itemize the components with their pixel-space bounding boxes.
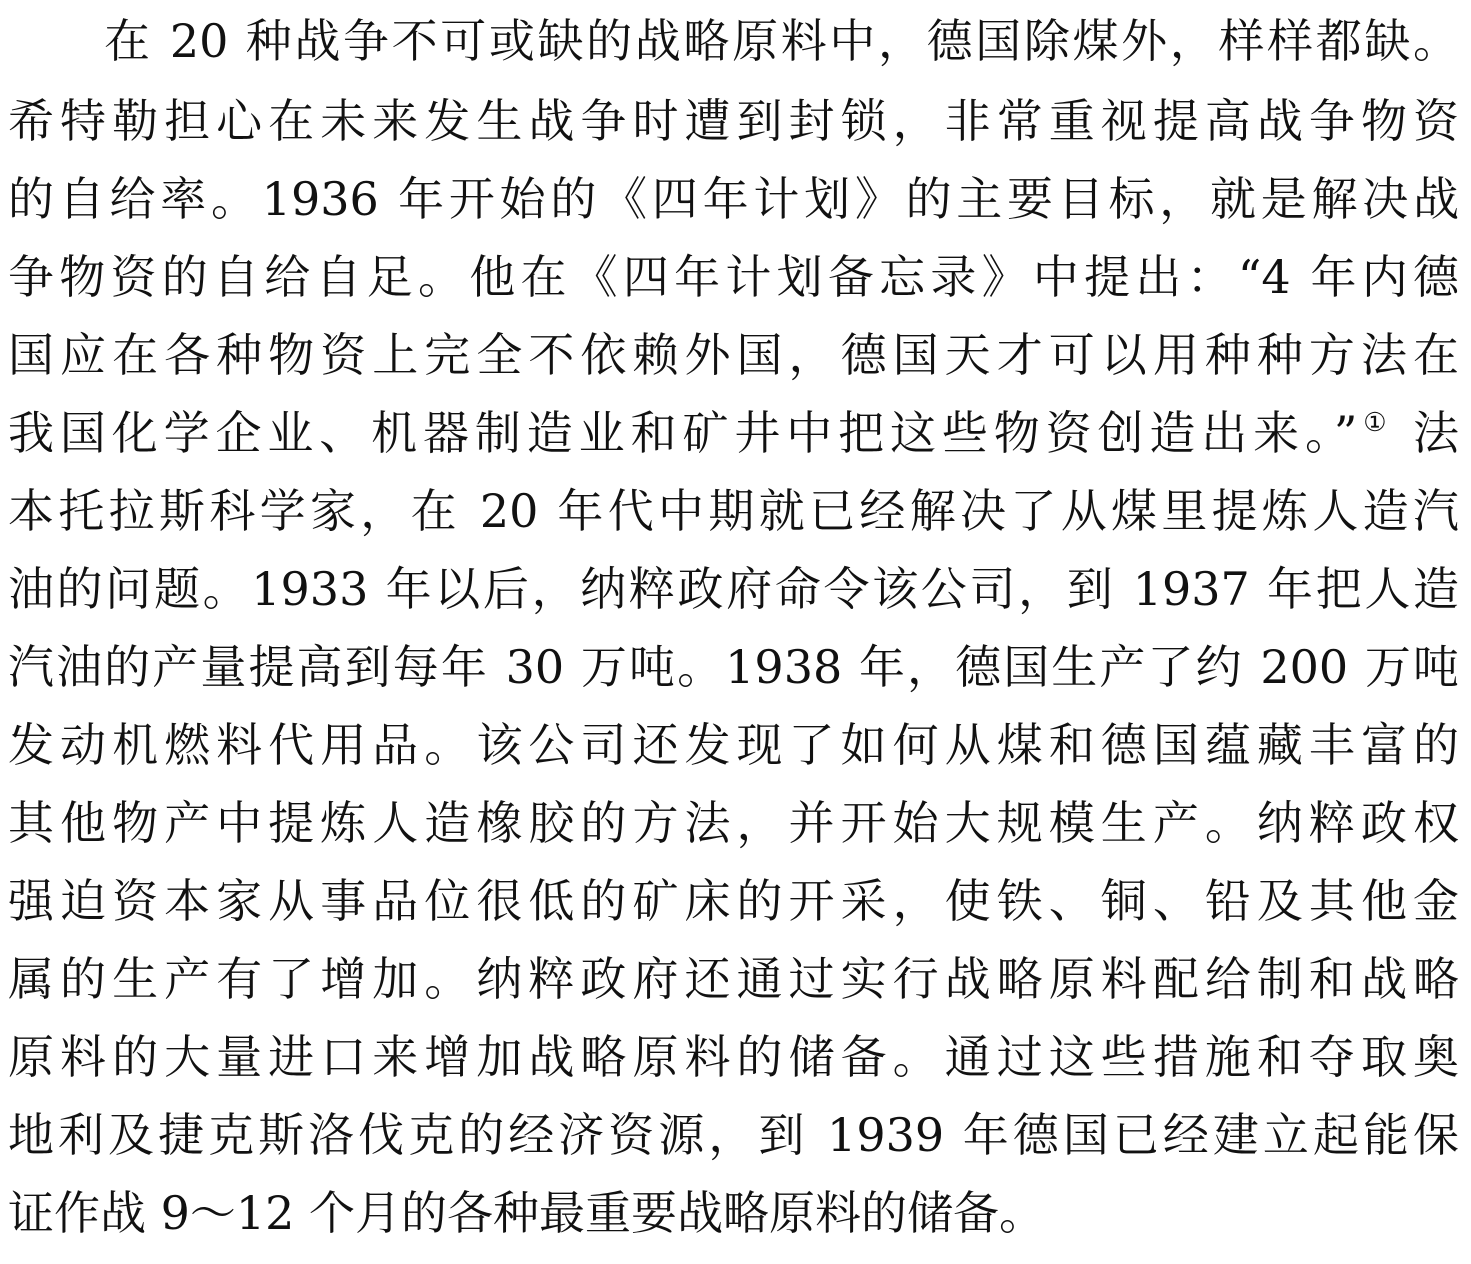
text-line-4: 争物资的自给自足。他在《四年计划备忘录》中提出：“4 年内德 [8, 250, 1459, 304]
text-line-10: 发动机燃料代用品。该公司还发现了如何从煤和德国蕴藏丰富的 [8, 718, 1459, 772]
text-line-5: 国应在各种物资上完全不依赖外国，德国天才可以用种种方法在 [8, 328, 1459, 382]
text-line-16: 证作战 9～12 个月的各种最重要战略原料的储备。 [8, 1186, 1046, 1240]
text-line-6-main: 我国化学企业、机器制造业和矿井中把这些物资创造出来。” [8, 406, 1358, 460]
text-line-13: 属的生产有了增加。纳粹政府还通过实行战略原料配给制和战略 [8, 952, 1459, 1006]
footnote-mark: ① [1357, 408, 1393, 438]
text-line-3: 的自给率。1936 年开始的《四年计划》的主要目标，就是解决战 [8, 172, 1459, 226]
text-line-7: 本托拉斯科学家，在 20 年代中期就已经解决了从煤里提炼人造汽 [8, 484, 1459, 538]
text-line-12: 强迫资本家从事品位很低的矿床的开采，使铁、铜、铅及其他金 [8, 874, 1459, 928]
text-line-2: 希特勒担心在未来发生战争时遭到封锁，非常重视提高战争物资 [8, 94, 1459, 148]
text-line-1: 在 20 种战争不可或缺的战略原料中，德国除煤外，样样都缺。 [104, 14, 1459, 68]
text-line-6-tail: 法 [1392, 406, 1460, 460]
text-line-6 [8, 394, 1459, 472]
text-line-14: 原料的大量进口来增加战略原料的储备。通过这些措施和夺取奥 [8, 1030, 1459, 1084]
text-line-11: 其他物产中提炼人造橡胶的方法，并开始大规模生产。纳粹政权 [8, 796, 1459, 850]
text-line-8: 油的问题。1933 年以后，纳粹政府命令该公司，到 1937 年把人造 [8, 562, 1459, 616]
text-line-9: 汽油的产量提高到每年 30 万吨。1938 年，德国生产了约 200 万吨 [8, 640, 1459, 694]
text-line-15: 地利及捷克斯洛伐克的经济资源，到 1939 年德国已经建立起能保 [8, 1108, 1459, 1162]
